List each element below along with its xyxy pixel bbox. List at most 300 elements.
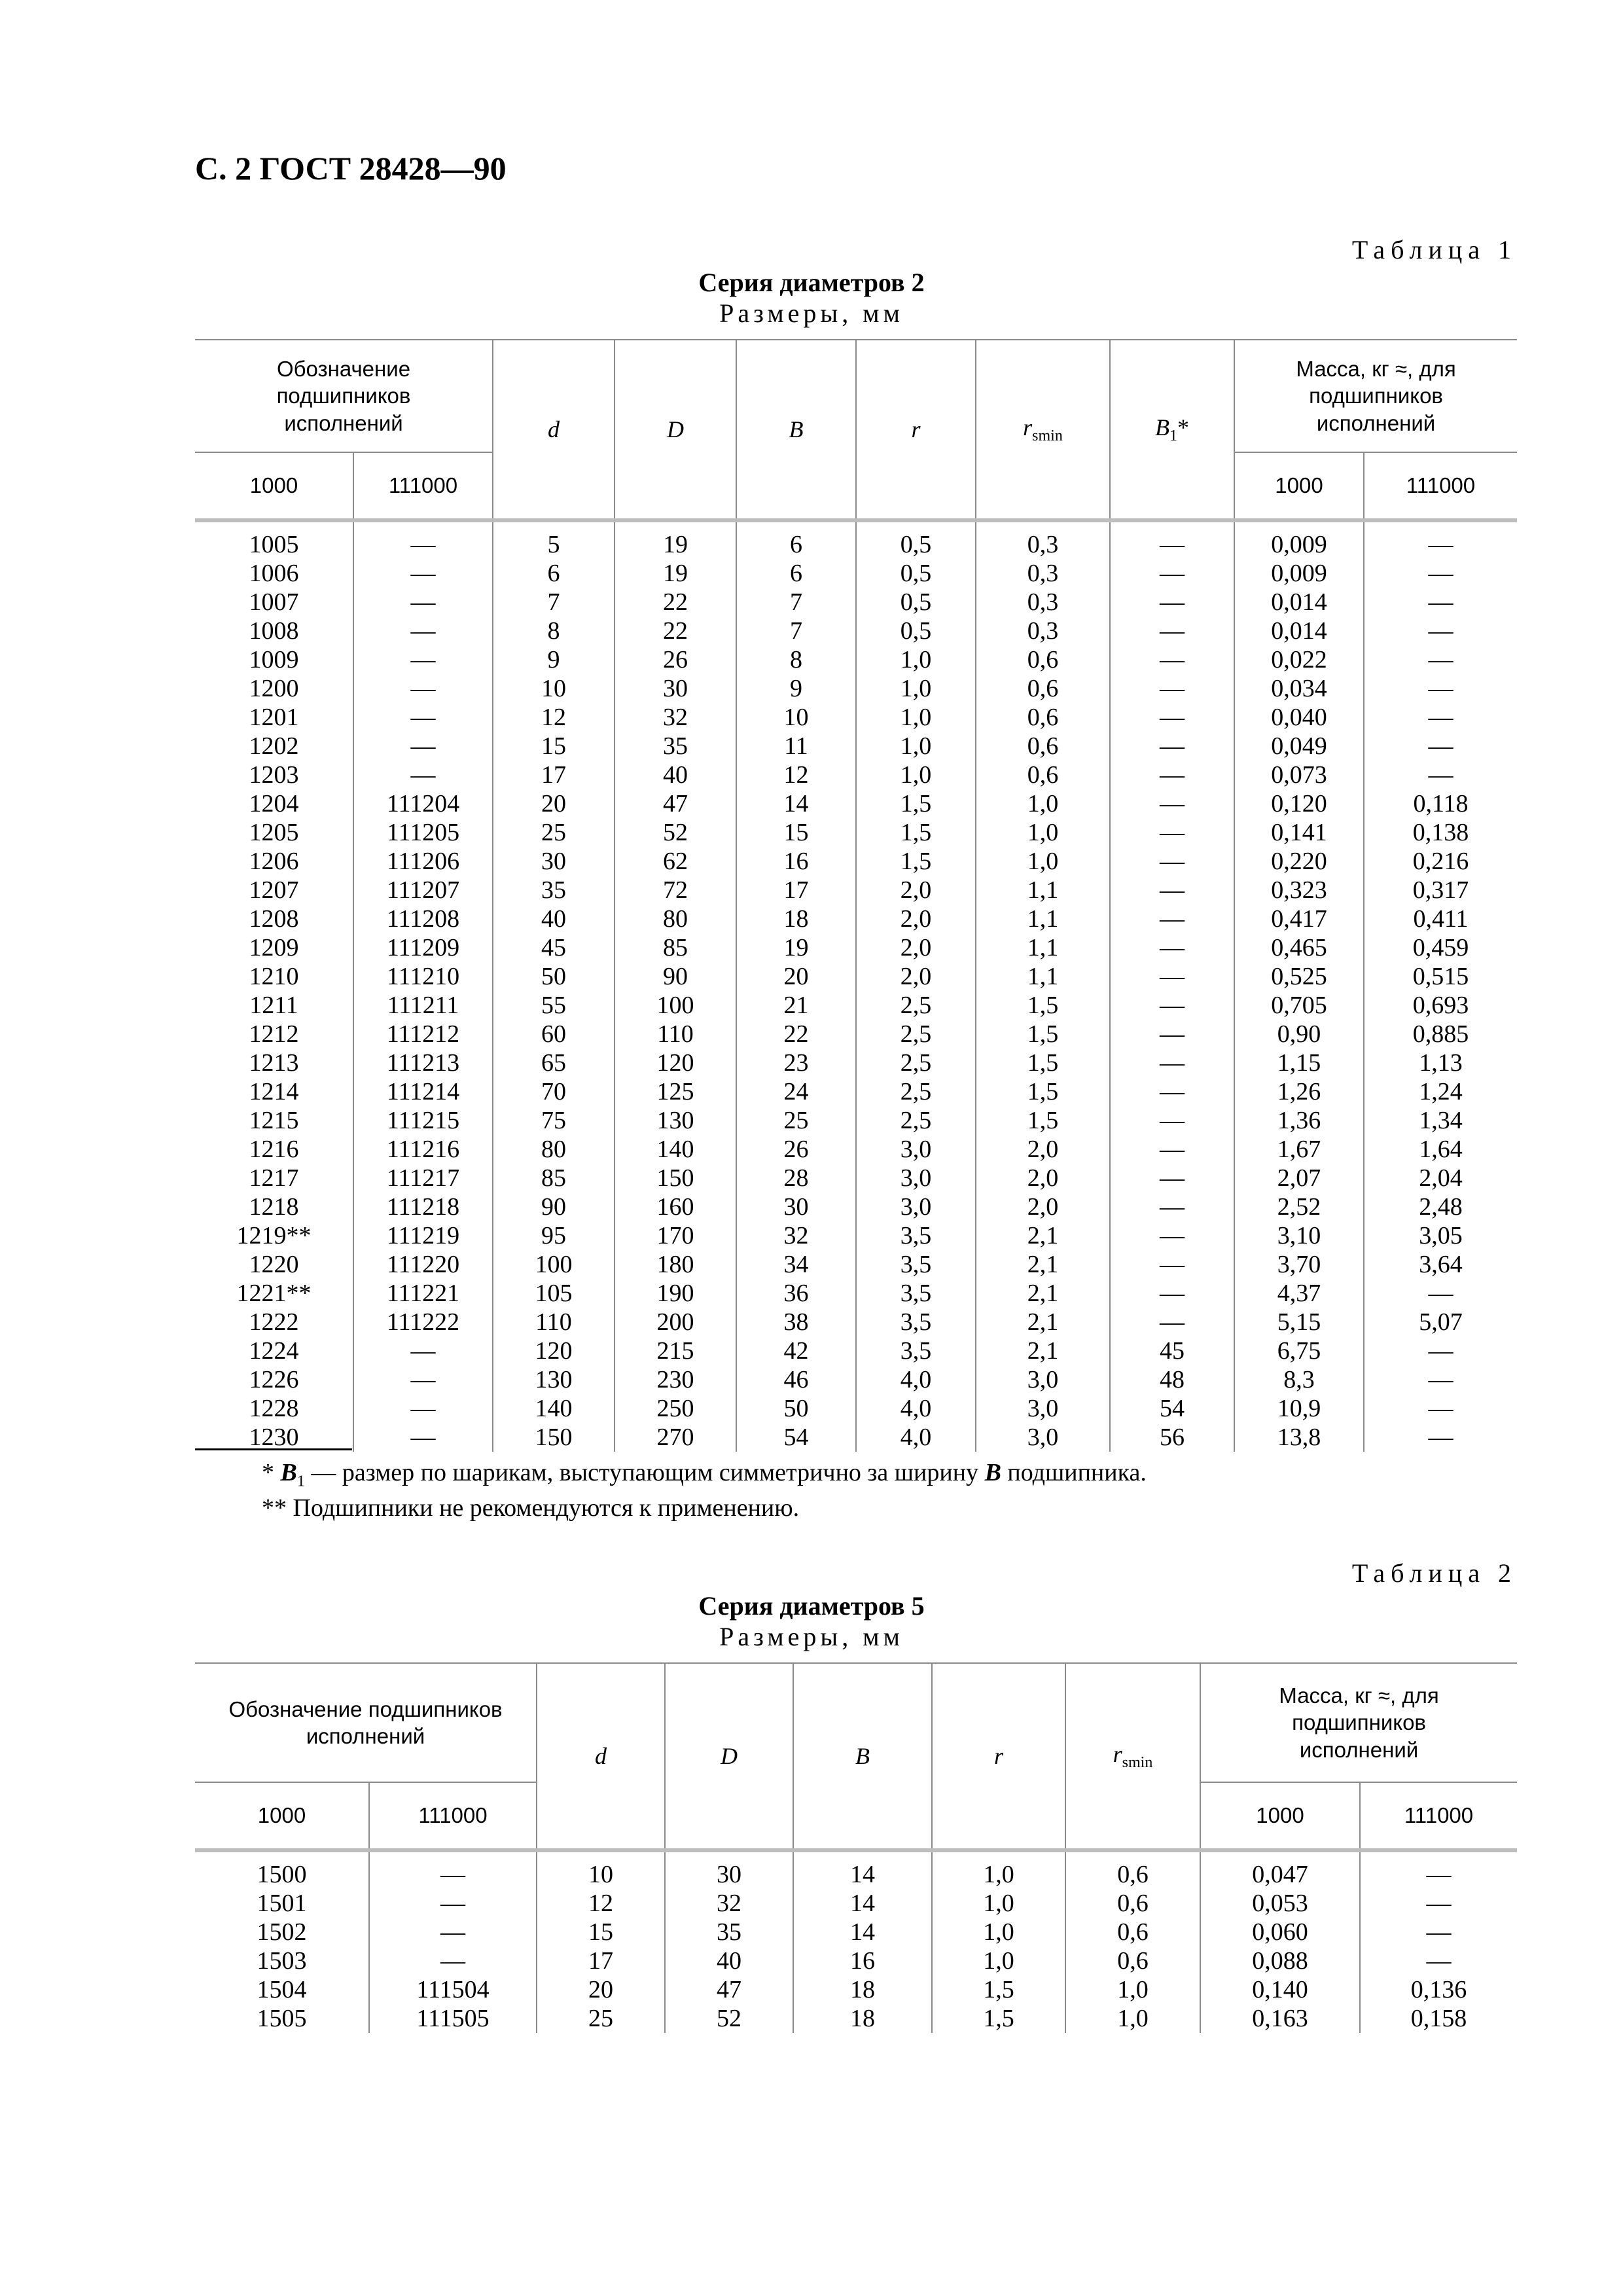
table-row <box>195 1975 1517 2004</box>
table-cell: — <box>1364 1365 1517 1394</box>
table-cell: 35 <box>615 732 736 761</box>
table-cell: 1,0 <box>932 1946 1065 1975</box>
table-cell: 0,3 <box>976 617 1110 645</box>
table-cell: 1,5 <box>976 1106 1110 1135</box>
table-cell: 0,6 <box>976 761 1110 789</box>
table-cell: 17 <box>537 1946 665 1975</box>
table-cell: 1501 <box>257 1890 307 1917</box>
table2-title: Серия диаметров 5 <box>698 1591 925 1621</box>
table-cell: 20 <box>736 962 856 991</box>
table-cell: — <box>1364 1423 1517 1452</box>
table-cell: 111217 <box>353 1164 493 1193</box>
table-cell: 24 <box>736 1077 856 1106</box>
table2-header-r: r <box>932 1663 1065 1850</box>
table-row <box>195 1135 1517 1164</box>
table-cell: — <box>1110 905 1234 933</box>
table-cell: — <box>1110 559 1234 588</box>
table-cell: 50 <box>736 1394 856 1423</box>
table2-header-D: D <box>665 1663 793 1850</box>
table-cell: 7 <box>736 588 856 617</box>
table-cell: 1210 <box>249 963 299 990</box>
table-cell: 8 <box>736 645 856 674</box>
table-cell: 2,5 <box>856 1106 976 1135</box>
table-cell: — <box>1110 674 1234 703</box>
table-cell: 3,0 <box>856 1164 976 1193</box>
table-cell: 16 <box>736 847 856 876</box>
table-cell: 230 <box>615 1365 736 1394</box>
table-cell: 3,05 <box>1364 1221 1517 1250</box>
table-cell: 85 <box>615 933 736 962</box>
table-cell: 1220 <box>249 1251 299 1278</box>
table-cell: 46 <box>736 1365 856 1394</box>
table1-header-rsmin <box>976 340 1110 520</box>
table-cell: 45 <box>1110 1336 1234 1365</box>
table-cell: 2,5 <box>856 991 976 1020</box>
table-cell: 3,0 <box>856 1135 976 1164</box>
table-cell: 111218 <box>353 1193 493 1221</box>
table-cell: 0,6 <box>976 703 1110 732</box>
table-cell: 2,52 <box>1234 1193 1364 1221</box>
table-cell: 2,5 <box>856 1020 976 1049</box>
table-cell: 2,1 <box>976 1221 1110 1250</box>
table-cell: 3,0 <box>856 1193 976 1221</box>
table-cell: 18 <box>793 1975 932 2004</box>
table-row <box>195 645 1517 674</box>
table-cell: 1500 <box>257 1861 307 1888</box>
footnote-1 <box>262 1458 1147 1491</box>
table-cell: 1,0 <box>1065 2004 1200 2033</box>
table-cell: 0,158 <box>1360 2004 1517 2033</box>
table-cell: 10 <box>736 703 856 732</box>
table-cell: — <box>353 559 493 588</box>
table-cell: 80 <box>493 1135 615 1164</box>
table-cell: 0,034 <box>1234 674 1364 703</box>
table-cell: 1224 <box>249 1337 299 1365</box>
table-cell: 25 <box>537 2004 665 2033</box>
table-cell: 9 <box>493 645 615 674</box>
table-cell: 140 <box>493 1394 615 1423</box>
table-cell: 47 <box>665 1975 793 2004</box>
table-cell: 15 <box>537 1918 665 1946</box>
table-cell: — <box>1110 1221 1234 1250</box>
table-cell: 17 <box>493 761 615 789</box>
table-cell: 0,014 <box>1234 588 1364 617</box>
table-cell: 1504 <box>257 1976 307 2003</box>
table-cell: 0,118 <box>1364 789 1517 818</box>
table-cell: 65 <box>493 1049 615 1077</box>
table-cell: 25 <box>493 818 615 847</box>
table-cell: 30 <box>665 1850 793 1889</box>
table-cell: 111505 <box>369 2004 537 2033</box>
table-cell: 2,0 <box>856 933 976 962</box>
table2-header-rsmin-main: r <box>1113 1740 1122 1767</box>
table-cell: 3,5 <box>856 1221 976 1250</box>
table-cell: 2,1 <box>976 1279 1110 1308</box>
table-cell: 75 <box>493 1106 615 1135</box>
table-cell: 0,5 <box>856 559 976 588</box>
table2-label: Таблица 2 <box>1351 1558 1517 1588</box>
table-cell: 190 <box>615 1279 736 1308</box>
table-cell: 0,6 <box>1065 1918 1200 1946</box>
table-cell: 0,014 <box>1234 617 1364 645</box>
table-cell: — <box>1110 1193 1234 1221</box>
table1-header-d: d <box>493 340 615 520</box>
table-cell: 9 <box>736 674 856 703</box>
table-cell: — <box>1110 991 1234 1020</box>
table-cell: 0,705 <box>1234 991 1364 1020</box>
table-cell: 1211 <box>249 992 298 1019</box>
table1-subtitle: Размеры, мм <box>719 298 904 328</box>
table-cell: 120 <box>493 1336 615 1365</box>
table-row <box>195 1020 1517 1049</box>
table-cell: 30 <box>493 847 615 876</box>
table-cell: 16 <box>793 1946 932 1975</box>
table-cell: 1,0 <box>856 761 976 789</box>
table-cell: 1222 <box>249 1308 299 1336</box>
table-cell: — <box>1110 1308 1234 1336</box>
table-cell: 1217 <box>249 1164 299 1192</box>
table-cell: 14 <box>736 789 856 818</box>
table-row <box>195 962 1517 991</box>
table1-header-b1-star: * <box>1177 414 1190 440</box>
table-cell: 2,48 <box>1364 1193 1517 1221</box>
table-cell: 11 <box>736 732 856 761</box>
table-cell: 45 <box>493 933 615 962</box>
table-cell: 4,37 <box>1234 1279 1364 1308</box>
table-cell: 170 <box>615 1221 736 1250</box>
table-cell: 1007 <box>249 588 299 616</box>
table-cell: 10 <box>493 674 615 703</box>
table-cell: 1,0 <box>856 645 976 674</box>
table-cell: 0,040 <box>1234 703 1364 732</box>
table-cell: 35 <box>493 876 615 905</box>
table-cell: 14 <box>793 1918 932 1946</box>
table-cell: — <box>353 588 493 617</box>
table-cell: 1200 <box>249 675 299 702</box>
table-cell: 2,0 <box>976 1135 1110 1164</box>
table-cell: 0,138 <box>1364 818 1517 847</box>
table-cell: 0,6 <box>976 645 1110 674</box>
table-cell: 1,26 <box>1234 1077 1364 1106</box>
table-row <box>195 1918 1517 1946</box>
table-cell: 111215 <box>353 1106 493 1135</box>
table-cell: 5,15 <box>1234 1308 1364 1336</box>
table-cell: 105 <box>493 1279 615 1308</box>
table-cell: 0,136 <box>1360 1975 1517 2004</box>
table-cell: 1204 <box>249 790 299 817</box>
table-row <box>195 1250 1517 1279</box>
table-cell: 0,5 <box>856 588 976 617</box>
table-cell: 0,009 <box>1234 520 1364 559</box>
table-cell: 1502 <box>257 1918 307 1946</box>
table-row <box>195 1423 1517 1452</box>
table-cell: 6 <box>736 559 856 588</box>
table-cell: — <box>369 1946 537 1975</box>
table-cell: 111205 <box>353 818 493 847</box>
table-row <box>195 1850 1517 1889</box>
table-cell: 1,0 <box>856 703 976 732</box>
table-cell: 5 <box>493 520 615 559</box>
table-cell: 111219 <box>353 1221 493 1250</box>
table-cell: 1205 <box>249 819 299 846</box>
table-row <box>195 1049 1517 1077</box>
table-cell: 0,022 <box>1234 645 1364 674</box>
table-cell: 8 <box>493 617 615 645</box>
table-cell: 0,120 <box>1234 789 1364 818</box>
table-cell: 111504 <box>369 1975 537 2004</box>
table-cell: 180 <box>615 1250 736 1279</box>
footnote-1-text: — размер по шарикам, выступающим симметрично за ширину <box>304 1459 985 1486</box>
table-cell: 0,465 <box>1234 933 1364 962</box>
table-cell: 3,10 <box>1234 1221 1364 1250</box>
table-cell: — <box>353 617 493 645</box>
table-cell: 3,0 <box>976 1365 1110 1394</box>
table-cell: 120 <box>615 1049 736 1077</box>
table-cell: — <box>1110 588 1234 617</box>
table-cell: 90 <box>493 1193 615 1221</box>
table-cell: 0,060 <box>1200 1918 1360 1946</box>
table-cell: 111213 <box>353 1049 493 1077</box>
table-cell: 22 <box>736 1020 856 1049</box>
table-cell: 40 <box>665 1946 793 1975</box>
table-cell: 2,1 <box>976 1336 1110 1365</box>
table1-header-D: D <box>615 340 736 520</box>
table-cell: 56 <box>1110 1423 1234 1452</box>
table-cell: 2,0 <box>976 1193 1110 1221</box>
table-cell: 1,5 <box>856 847 976 876</box>
table-cell: 1215 <box>249 1107 299 1134</box>
table2 <box>195 1662 1517 2033</box>
table-cell: 6 <box>736 520 856 559</box>
table-cell: 21 <box>736 991 856 1020</box>
table-cell: 13,8 <box>1234 1423 1364 1452</box>
table-cell: 42 <box>736 1336 856 1365</box>
table-cell: 35 <box>665 1918 793 1946</box>
table-cell: — <box>1364 645 1517 674</box>
table-cell: 19 <box>615 559 736 588</box>
table-cell: 48 <box>1110 1365 1234 1394</box>
table-row <box>195 905 1517 933</box>
table-cell: 70 <box>493 1077 615 1106</box>
table-cell: — <box>1360 1889 1517 1918</box>
table-cell: 72 <box>615 876 736 905</box>
table-cell: 4,0 <box>856 1423 976 1452</box>
table-cell: 1219** <box>236 1222 312 1249</box>
table-cell: 2,1 <box>976 1308 1110 1336</box>
table-cell: 1,34 <box>1364 1106 1517 1135</box>
table-cell: — <box>1364 1336 1517 1365</box>
table-cell: 1,5 <box>932 2004 1065 2033</box>
table1-header-col-1000: 1000 <box>195 452 353 520</box>
table-cell: 18 <box>793 2004 932 2033</box>
table1-header-r: r <box>856 340 976 520</box>
table1-header-mass-111000: 111000 <box>1364 452 1517 520</box>
table2-header-mass-1000: 1000 <box>1200 1782 1360 1850</box>
table2-header-col-111000: 111000 <box>369 1782 537 1850</box>
table-cell: — <box>1364 674 1517 703</box>
table-cell: 0,6 <box>1065 1850 1200 1889</box>
table2-header-B: B <box>793 1663 932 1850</box>
table-cell: 1,5 <box>932 1975 1065 2004</box>
footnote-1-symbol-2: B <box>984 1459 1001 1486</box>
table-cell: — <box>353 1423 493 1452</box>
table-cell: 0,088 <box>1200 1946 1360 1975</box>
table-cell: 111212 <box>353 1020 493 1049</box>
table-cell: 140 <box>615 1135 736 1164</box>
table-row <box>195 991 1517 1020</box>
table-cell: 111214 <box>353 1077 493 1106</box>
table-cell: 47 <box>615 789 736 818</box>
table-cell: 0,3 <box>976 559 1110 588</box>
table-cell: 100 <box>615 991 736 1020</box>
table-cell: 0,693 <box>1364 991 1517 1020</box>
table-cell: 19 <box>736 933 856 962</box>
table-cell: 160 <box>615 1193 736 1221</box>
table-cell: 100 <box>493 1250 615 1279</box>
table-cell: 270 <box>615 1423 736 1452</box>
table-cell: 0,6 <box>976 674 1110 703</box>
table-cell: 19 <box>615 520 736 559</box>
table-cell: 1006 <box>249 560 299 587</box>
table-cell: 111216 <box>353 1135 493 1164</box>
table-cell: 1,67 <box>1234 1135 1364 1164</box>
table-cell: — <box>1360 1946 1517 1975</box>
table-cell: 0,885 <box>1364 1020 1517 1049</box>
table-cell: 1,5 <box>976 1077 1110 1106</box>
table-cell: 1,5 <box>856 818 976 847</box>
table-cell: 4,0 <box>856 1365 976 1394</box>
table-cell: 25 <box>736 1106 856 1135</box>
table-row <box>195 761 1517 789</box>
table-row <box>195 1308 1517 1336</box>
table-cell: — <box>1110 847 1234 876</box>
table-cell: 1,5 <box>976 1049 1110 1077</box>
table-cell: 14 <box>793 1850 932 1889</box>
table-cell: 0,009 <box>1234 559 1364 588</box>
table-cell: 3,5 <box>856 1279 976 1308</box>
table-cell: 1221** <box>236 1280 312 1307</box>
table-cell: 3,5 <box>856 1308 976 1336</box>
table-row <box>195 818 1517 847</box>
table1-header-rsmin-sub: smin <box>1032 427 1063 445</box>
table-cell: 38 <box>736 1308 856 1336</box>
table-row <box>195 1946 1517 1975</box>
table-cell: 10,9 <box>1234 1394 1364 1423</box>
table-row <box>195 732 1517 761</box>
table-cell: — <box>1364 588 1517 617</box>
table-cell: 15 <box>736 818 856 847</box>
table-cell: 60 <box>493 1020 615 1049</box>
table-cell: 8,3 <box>1234 1365 1364 1394</box>
table-cell: — <box>1110 761 1234 789</box>
table-cell: 54 <box>1110 1394 1234 1423</box>
table2-header-rsmin-sub: smin <box>1122 1754 1153 1772</box>
table-cell: 14 <box>793 1889 932 1918</box>
table1-header-b1-main: B <box>1155 414 1170 440</box>
table1-header-designation: Обозначение подшипников исполнений <box>195 340 493 452</box>
table-cell: 12 <box>736 761 856 789</box>
table-cell: 2,0 <box>856 876 976 905</box>
table-cell: 111220 <box>353 1250 493 1279</box>
table-cell: 0,047 <box>1200 1850 1360 1889</box>
table-cell: 130 <box>615 1106 736 1135</box>
table-cell: 54 <box>736 1423 856 1452</box>
table-cell: — <box>1364 703 1517 732</box>
table-cell: 2,0 <box>976 1164 1110 1193</box>
table-row <box>195 1164 1517 1193</box>
table-cell: — <box>1364 1394 1517 1423</box>
table1-header-b1-sub: 1 <box>1169 427 1178 445</box>
table-cell: 3,5 <box>856 1250 976 1279</box>
table-cell: 0,073 <box>1234 761 1364 789</box>
table-cell: — <box>1110 1077 1234 1106</box>
table-row <box>195 1279 1517 1308</box>
table-cell: 1206 <box>249 848 299 875</box>
table-cell: 0,525 <box>1234 962 1364 991</box>
table-cell: — <box>369 1850 537 1889</box>
table-cell: 40 <box>493 905 615 933</box>
table-cell: 1005 <box>249 531 299 558</box>
table-cell: 22 <box>615 617 736 645</box>
table-cell: 1,0 <box>932 1850 1065 1889</box>
table-cell: 0,417 <box>1234 905 1364 933</box>
table-cell: 0,6 <box>1065 1889 1200 1918</box>
table-row <box>195 559 1517 588</box>
table-row <box>195 933 1517 962</box>
table-cell: — <box>353 645 493 674</box>
table-cell: 80 <box>615 905 736 933</box>
table2-header-designation: Обозначение подшипников исполнений <box>195 1663 537 1782</box>
table-cell: 111221 <box>353 1279 493 1308</box>
table-cell: 0,3 <box>976 588 1110 617</box>
table-cell: 0,049 <box>1234 732 1364 761</box>
table-cell: 1,36 <box>1234 1106 1364 1135</box>
table-cell: — <box>1364 617 1517 645</box>
table-cell: 1,24 <box>1364 1077 1517 1106</box>
table-cell: — <box>1110 1164 1234 1193</box>
table2-header-d: d <box>537 1663 665 1850</box>
table-cell: 1218 <box>249 1193 299 1221</box>
table-cell: 1,15 <box>1234 1049 1364 1077</box>
table-cell: — <box>1110 1135 1234 1164</box>
table-cell: 6 <box>493 559 615 588</box>
table-cell: 0,6 <box>976 732 1110 761</box>
table-cell: 111206 <box>353 847 493 876</box>
table-cell: — <box>1110 818 1234 847</box>
table-cell: — <box>1110 1106 1234 1135</box>
table-cell: — <box>1360 1918 1517 1946</box>
table-cell: — <box>1364 520 1517 559</box>
footnote-1-symbol: B <box>280 1459 297 1486</box>
table-row <box>195 520 1517 559</box>
table-cell: 32 <box>665 1889 793 1918</box>
table-cell: 1207 <box>249 876 299 904</box>
table-cell: 1212 <box>249 1020 299 1048</box>
table-cell: 20 <box>537 1975 665 2004</box>
table-cell: 3,0 <box>976 1423 1110 1452</box>
table-row <box>195 2004 1517 2033</box>
table-cell: 3,0 <box>976 1394 1110 1423</box>
table-cell: 3,5 <box>856 1336 976 1365</box>
table-cell: 5,07 <box>1364 1308 1517 1336</box>
table-cell: 1,5 <box>976 1020 1110 1049</box>
table-cell: — <box>1110 1250 1234 1279</box>
table-cell: 2,0 <box>856 962 976 991</box>
footnote-1-end: подшипника. <box>1001 1459 1147 1486</box>
table-cell: — <box>1110 962 1234 991</box>
table-cell: — <box>1110 645 1234 674</box>
table-cell: — <box>1364 559 1517 588</box>
